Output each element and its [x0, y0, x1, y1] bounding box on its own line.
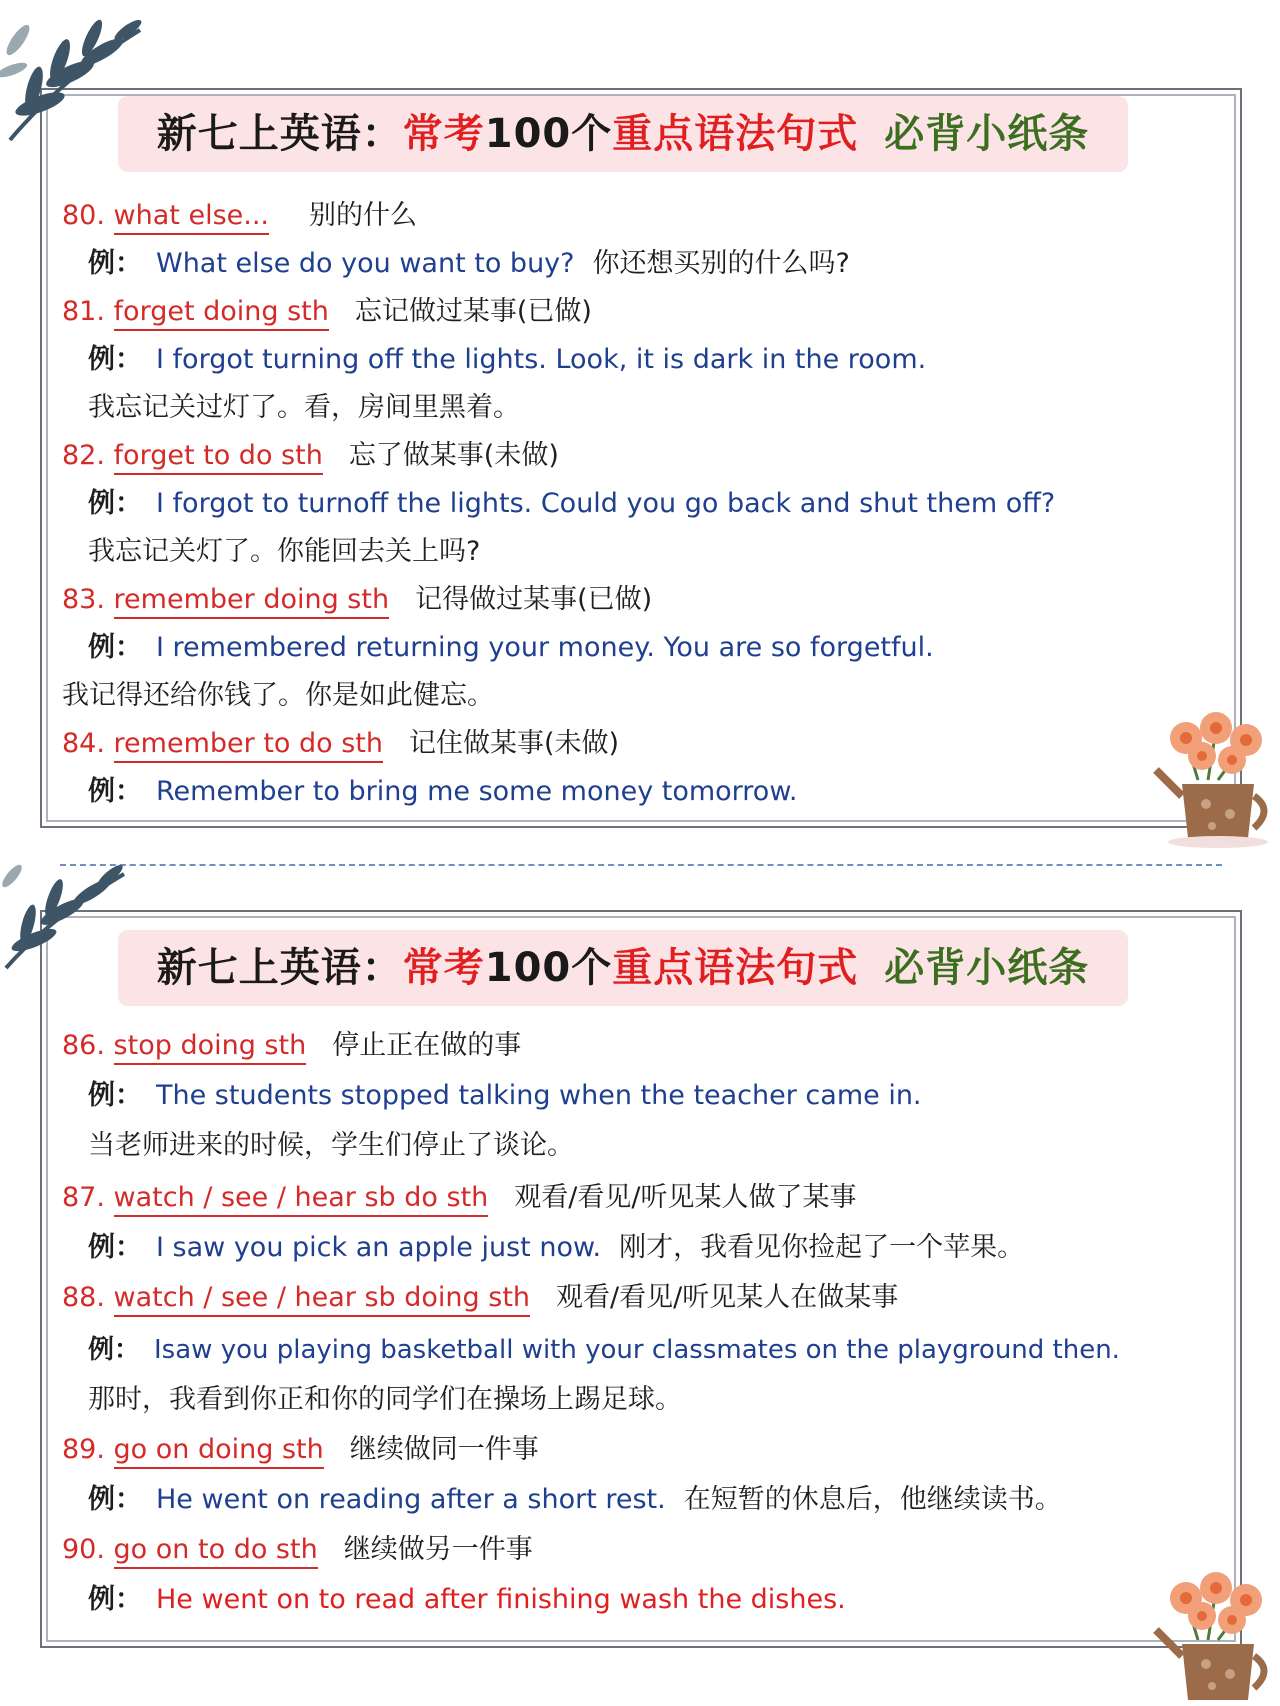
entry-80: [62, 198, 417, 234]
example-chinese: 在短暂的休息后，他继续读书。: [683, 1484, 1062, 1515]
entry-meaning: 忘了做某事(未做): [348, 440, 559, 471]
title-suffix: 必背小纸条: [884, 111, 1090, 157]
entry-number: 82.: [62, 440, 105, 471]
section-divider: [60, 864, 1222, 866]
title-count: 100个: [484, 945, 613, 991]
entry-phrase: watch / see / hear sb do sth: [114, 1182, 489, 1217]
entry-89: [62, 1432, 539, 1468]
example-label: 例：: [88, 1232, 142, 1263]
entry-meaning: 记住做某事(未做): [409, 728, 620, 759]
entry-meaning: 忘记做过某事(已做): [354, 296, 592, 327]
example-english: I remembered returning your money. You are so forgetful.: [156, 632, 934, 663]
example-chinese: 刚才，我看见你捡起了一个苹果。: [619, 1232, 1025, 1263]
title-prefix: 新七上英语：: [156, 945, 403, 991]
translation-81: 我忘记关过灯了。看，房间里黑着。: [88, 392, 520, 423]
entry-81: [62, 294, 592, 330]
title-highlight-2: 重点语法句式: [612, 945, 859, 991]
leaf-branch-icon: [0, 0, 150, 150]
entry-phrase: watch / see / hear sb doing sth: [114, 1282, 530, 1317]
watering-can-flowers-icon: [1146, 700, 1276, 850]
entry-number: 89.: [62, 1434, 105, 1465]
example-81: [88, 342, 926, 378]
entry-meaning: 继续做同一件事: [349, 1434, 539, 1465]
translation-83: 我记得还给你钱了。你是如此健忘。: [62, 680, 494, 711]
translation-82: 我忘记关灯了。你能回去关上吗?: [88, 536, 481, 567]
entry-meaning: 停止正在做的事: [332, 1030, 522, 1061]
example-english: I saw you pick an apple just now.: [156, 1232, 602, 1263]
example-label: 例：: [88, 488, 142, 519]
title-highlight-2: 重点语法句式: [612, 111, 859, 157]
example-english: Isaw you playing basketball with your classmates on the playground then.: [154, 1335, 1120, 1365]
example-english: He went on reading after a short rest.: [156, 1484, 666, 1515]
example-label: 例：: [88, 1335, 141, 1365]
title-suffix: 必背小纸条: [884, 945, 1090, 991]
example-english: Remember to bring me some money tomorrow.: [156, 776, 798, 807]
card-title: [118, 96, 1128, 172]
entry-number: 90.: [62, 1534, 105, 1565]
translation-86: 当老师进来的时候，学生们停止了谈论。: [88, 1130, 574, 1161]
example-label: 例：: [88, 776, 142, 807]
entry-number: 81.: [62, 296, 105, 327]
entry-87: [62, 1180, 856, 1216]
title-highlight-1: 常考: [402, 111, 485, 157]
entry-number: 80.: [62, 200, 105, 231]
title-highlight-1: 常考: [402, 945, 485, 991]
title-count: 100个: [484, 111, 613, 157]
example-english: The students stopped talking when the teacher came in.: [156, 1080, 922, 1111]
example-84: [88, 774, 798, 810]
example-89: [88, 1482, 1062, 1518]
example-90: [88, 1582, 846, 1618]
example-label: 例：: [88, 1080, 142, 1111]
example-label: 例：: [88, 248, 142, 279]
example-label: 例：: [88, 1484, 142, 1515]
entry-meaning: 记得做过某事(已做): [415, 584, 653, 615]
entry-number: 83.: [62, 584, 105, 615]
entry-84: [62, 726, 619, 762]
entry-phrase: go on to do sth: [114, 1534, 318, 1569]
entry-meaning: 别的什么: [309, 200, 417, 231]
example-label: 例：: [88, 1584, 142, 1615]
entry-phrase: forget doing sth: [114, 296, 329, 331]
entry-82: [62, 438, 559, 474]
entry-86: [62, 1028, 521, 1064]
entry-phrase: remember to do sth: [114, 728, 383, 763]
title-prefix: 新七上英语：: [156, 111, 403, 157]
card-title: [118, 930, 1128, 1006]
note-card-2: [40, 910, 1242, 1648]
entry-number: 88.: [62, 1282, 105, 1313]
example-82: [88, 486, 1055, 522]
entry-meaning: 观看/看见/听见某人在做某事: [556, 1282, 899, 1313]
entry-phrase: what else...: [114, 200, 269, 235]
example-english: What else do you want to buy?: [156, 248, 575, 279]
example-86: [88, 1078, 922, 1114]
entry-83: [62, 582, 652, 618]
example-label: 例：: [88, 632, 142, 663]
entry-number: 84.: [62, 728, 105, 759]
note-card-1: [40, 88, 1242, 828]
entry-phrase: forget to do sth: [114, 440, 323, 475]
watering-can-flowers-icon: [1146, 1560, 1276, 1706]
example-80: [88, 246, 850, 282]
entry-number: 86.: [62, 1030, 105, 1061]
entry-88: [62, 1280, 898, 1316]
entry-phrase: remember doing sth: [114, 584, 390, 619]
entry-phrase: stop doing sth: [114, 1030, 307, 1065]
leaf-branch-icon: [0, 848, 130, 978]
example-english: He went on to read after finishing wash the dishes.: [156, 1584, 846, 1615]
example-87: [88, 1230, 1024, 1266]
entry-number: 87.: [62, 1182, 105, 1213]
entry-90: [62, 1532, 533, 1568]
example-88: [88, 1332, 1120, 1368]
example-chinese: 你还想买别的什么吗?: [592, 248, 850, 279]
entry-meaning: 继续做另一件事: [343, 1534, 533, 1565]
example-83: [88, 630, 934, 666]
example-english: I forgot turning off the lights. Look, it is dark in the room.: [156, 344, 927, 375]
entry-phrase: go on doing sth: [114, 1434, 324, 1469]
example-label: 例：: [88, 344, 142, 375]
translation-88: 那时，我看到你正和你的同学们在操场上踢足球。: [88, 1384, 682, 1415]
example-english: I forgot to turnoff the lights. Could you go back and shut them off?: [156, 488, 1056, 519]
entry-meaning: 观看/看见/听见某人做了某事: [514, 1182, 857, 1213]
